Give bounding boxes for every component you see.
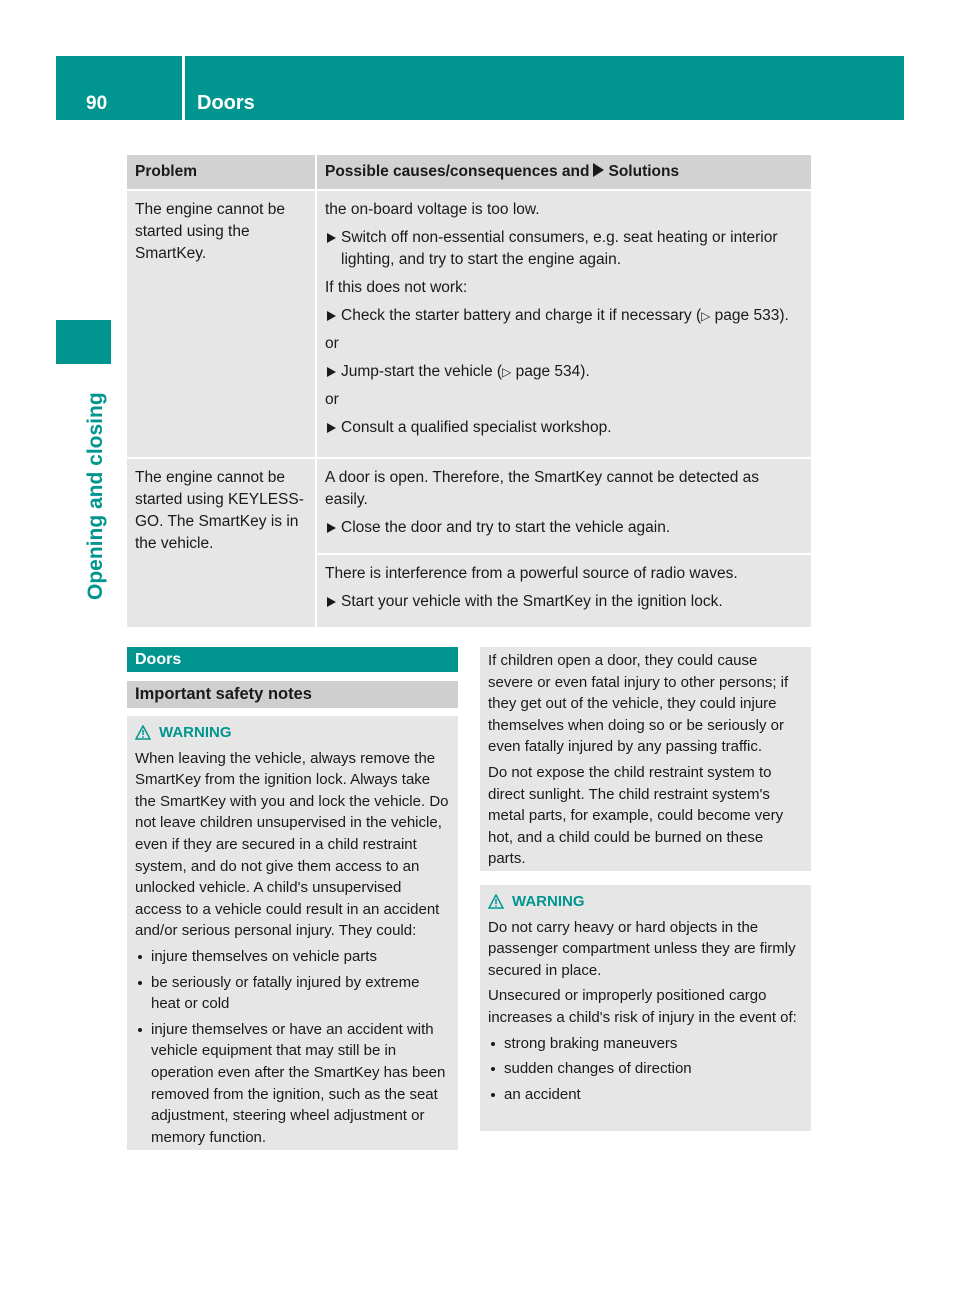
header-section-title: Doors	[197, 92, 255, 114]
page-ref-icon: ▷	[502, 365, 512, 379]
solution-step: Start your vehicle with the SmartKey in the ignition lock.	[325, 591, 803, 613]
list-item: be seriously or fatally injured by extreme heat or cold	[135, 972, 450, 1015]
warning-heading	[488, 891, 803, 913]
solution-step: Close the door and try to start the vehicle again.	[325, 517, 803, 539]
continuation-paragraph: If children open a door, they could cause severe or even fatal injury to other persons; if they get out of the vehicle, they could injure themselves when doing so or be seriously or even fatally injured by any passing traffic.	[488, 652, 789, 756]
list-item: injure themselves or have an accident with vehicle equipment that may still be in operation even after the SmartKey has been removed from the ignition, such as the seat adjustment, steering wheel adjustment or memory function.	[135, 1019, 450, 1149]
fallback-text: If this does not work:	[325, 279, 468, 296]
list-item: injure themselves on vehicle parts	[135, 946, 450, 968]
warning-triangle-icon	[488, 894, 504, 909]
warning-heading	[135, 722, 450, 744]
side-tab-marker	[56, 320, 111, 364]
page-reference[interactable]: page 534).	[515, 363, 590, 380]
column-header-solutions	[317, 155, 811, 191]
table-row	[127, 459, 811, 555]
table-header-row	[127, 155, 811, 191]
cause-text: A door is open. Therefore, the SmartKey cannot be detected as easily.	[325, 469, 759, 508]
list-item: sudden changes of direction	[488, 1058, 803, 1080]
cause-text: the on-board voltage is too low.	[325, 201, 540, 218]
subsection-title-safety: Important safety notes	[127, 681, 458, 708]
solution-step: Switch off non-essential consumers, e.g. seat heating or interior lighting, and try to start the engine again.	[325, 227, 803, 271]
section-title-doors: Doors	[127, 647, 458, 672]
solution-step: Consult a qualified specialist workshop.	[325, 417, 803, 439]
warning-triangle-icon	[135, 725, 151, 740]
warning-label: WARNING	[512, 893, 585, 910]
warning-box-cargo	[480, 885, 811, 1131]
header-divider	[182, 56, 185, 120]
or-text: or	[325, 335, 339, 352]
continuation-paragraph: Do not expose the child restraint system to direct sunlight. The child restraint system's metal parts, for example, could become very hot, and a child could be burned on these parts.	[488, 763, 784, 868]
warning-bullets	[135, 946, 450, 1148]
solution-step	[325, 361, 803, 383]
warning-label: WARNING	[159, 724, 232, 741]
solution-cell	[317, 555, 811, 629]
problem-cell: The engine cannot be started using the SmartKey.	[127, 191, 317, 459]
column-header-pre: Possible causes/consequences and	[325, 163, 590, 180]
list-item: strong braking maneuvers	[488, 1033, 803, 1055]
page-header	[56, 56, 904, 120]
problem-cell: The engine cannot be started using KEYLESS-GO. The SmartKey is in the vehicle.	[127, 459, 317, 629]
warning-bullets	[488, 1033, 803, 1106]
column-header-post: Solutions	[608, 163, 680, 180]
warning-text: When leaving the vehicle, always remove the SmartKey from the ignition lock. Always take the SmartKey with you and lock the vehicle. Do not leave children unsupervised in the vehicle, even if they are secured in a child restraint system, and do not give them access to an unlocked vehicle. A child's unsupervised access to a vehicle could result in an accident and/or serious personal injury. They could:	[135, 749, 449, 940]
arrow-right-icon	[593, 163, 604, 177]
solution-cell	[317, 459, 811, 555]
warning-box-children	[127, 716, 458, 1150]
troubleshooting-table	[127, 155, 811, 629]
page-number: 90	[86, 93, 108, 114]
page-reference[interactable]: page 533).	[714, 307, 789, 324]
warning-text: Do not carry heavy or hard objects in the passenger compartment unless they are firmly secured in place.	[488, 918, 796, 979]
column-header-problem: Problem	[127, 155, 317, 191]
or-text: or	[325, 391, 339, 408]
warning-continuation-box	[480, 647, 811, 871]
cause-text: There is interference from a powerful source of radio waves.	[325, 565, 738, 582]
warning-text: Unsecured or improperly positioned cargo increases a child's risk of injury in the event of:	[488, 987, 797, 1026]
page-ref-icon: ▷	[701, 309, 711, 323]
solution-cell	[317, 191, 811, 459]
side-tab-label: Opening and closing	[84, 392, 107, 600]
step-text: Jump-start the vehicle (	[341, 363, 503, 380]
step-text: Check the starter battery and charge it if necessary (	[341, 307, 702, 324]
solution-step	[325, 305, 803, 327]
table-row	[127, 191, 811, 459]
list-item: an accident	[488, 1084, 803, 1106]
